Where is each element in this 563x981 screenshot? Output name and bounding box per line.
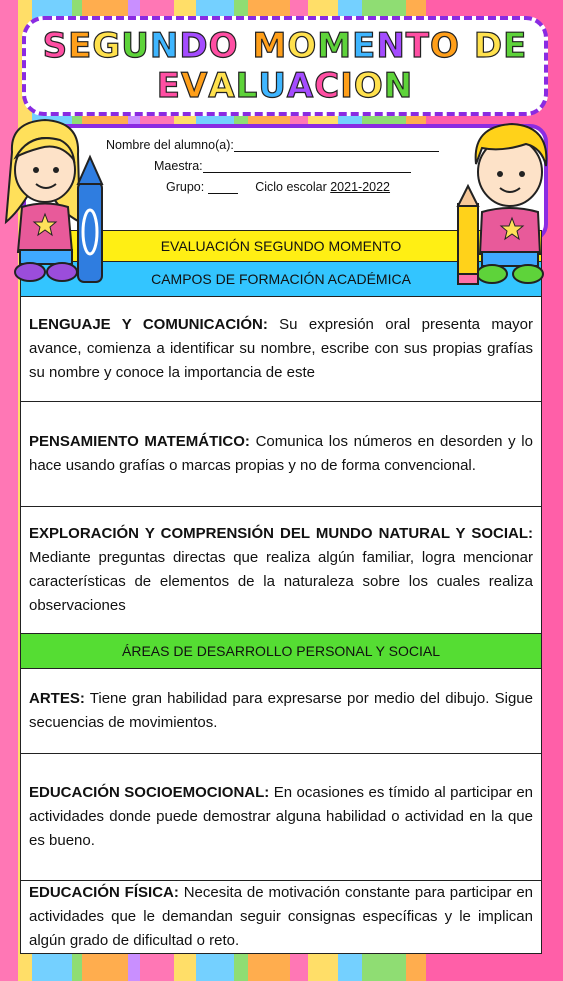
teacher-label: Maestra:: [154, 159, 203, 173]
student-name-field: [106, 138, 439, 152]
field-language-heading: LENGUAJE Y COMUNICACIÓN:: [29, 316, 268, 333]
student-name-label: Nombre del alumno(a):: [106, 138, 234, 152]
group-line: [208, 181, 238, 194]
area-socioemotional-heading: EDUCACIÓN SOCIOEMOCIONAL:: [29, 784, 270, 801]
group-label: Grupo:: [166, 180, 205, 194]
field-exploration: [21, 507, 541, 634]
student-name-line: [234, 139, 439, 152]
area-socioemotional: [21, 754, 541, 881]
field-language-text: Su expresión oral presenta mayor avance, comienza a identificar su nombre, escribe con sus propias grafías su nombre y conoce la importancia de este: [29, 316, 533, 381]
field-exploration-heading: EXPLORACIÓN Y COMPRENSIÓN DEL MUNDO NATURAL Y SOCIAL:: [29, 525, 533, 542]
field-math: [21, 402, 541, 507]
area-physical-education-text: Necesita de motivación constante para participar en actividades que le demandan seguir consignas específicas y le implican algún grado de dificultad o reto.: [29, 884, 534, 949]
group-field: [166, 180, 390, 194]
section-personal-title: ÁREAS DE DESARROLLO PERSONAL Y SOCIAL: [122, 643, 440, 659]
area-arts: [21, 669, 541, 754]
teacher-field: [154, 159, 411, 173]
title-line-1: SEGUNDO MOMENTO DE: [42, 26, 528, 66]
cycle-label: Ciclo escolar: [255, 180, 327, 194]
title-banner: [22, 16, 548, 116]
title-line-2: EVALUACION: [156, 66, 414, 106]
girl-with-crayon-illustration: [0, 112, 110, 292]
field-math-heading: PENSAMIENTO MATEMÁTICO:: [29, 433, 250, 450]
section-academic-title: CAMPOS DE FORMACIÓN ACADÉMICA: [151, 271, 411, 287]
cycle-value: 2021-2022: [330, 180, 391, 194]
evaluation-table: [20, 230, 542, 954]
teacher-line: [203, 160, 411, 173]
field-math-text: Comunica los números en desorden y lo hace usando grafías o marcas propias y no de forma convencional.: [29, 433, 533, 474]
area-physical-education: [21, 881, 541, 953]
boy-with-pencil-illustration: [452, 114, 562, 294]
evaluation-header-text: EVALUACIÓN SEGUNDO MOMENTO: [160, 238, 402, 254]
section-personal-header: [21, 634, 541, 669]
area-arts-heading: ARTES:: [29, 690, 85, 707]
area-arts-text: Tiene gran habilidad para expresarse por medio del dibujo. Sigue secuencias de movimientos.: [29, 690, 533, 731]
field-exploration-text: Mediante preguntas directas que realiza algún familiar, logra mencionar características de elementos de la naturaleza sobre los cuales realiza observaciones: [29, 549, 533, 614]
field-language: [21, 297, 541, 402]
area-socioemotional-text: En ocasiones es tímido al participar en actividades donde puede demostrar alguna habilidad o actividad en la que es bueno.: [29, 784, 533, 849]
area-physical-education-heading: EDUCACIÓN FÍSICA:: [29, 884, 179, 901]
